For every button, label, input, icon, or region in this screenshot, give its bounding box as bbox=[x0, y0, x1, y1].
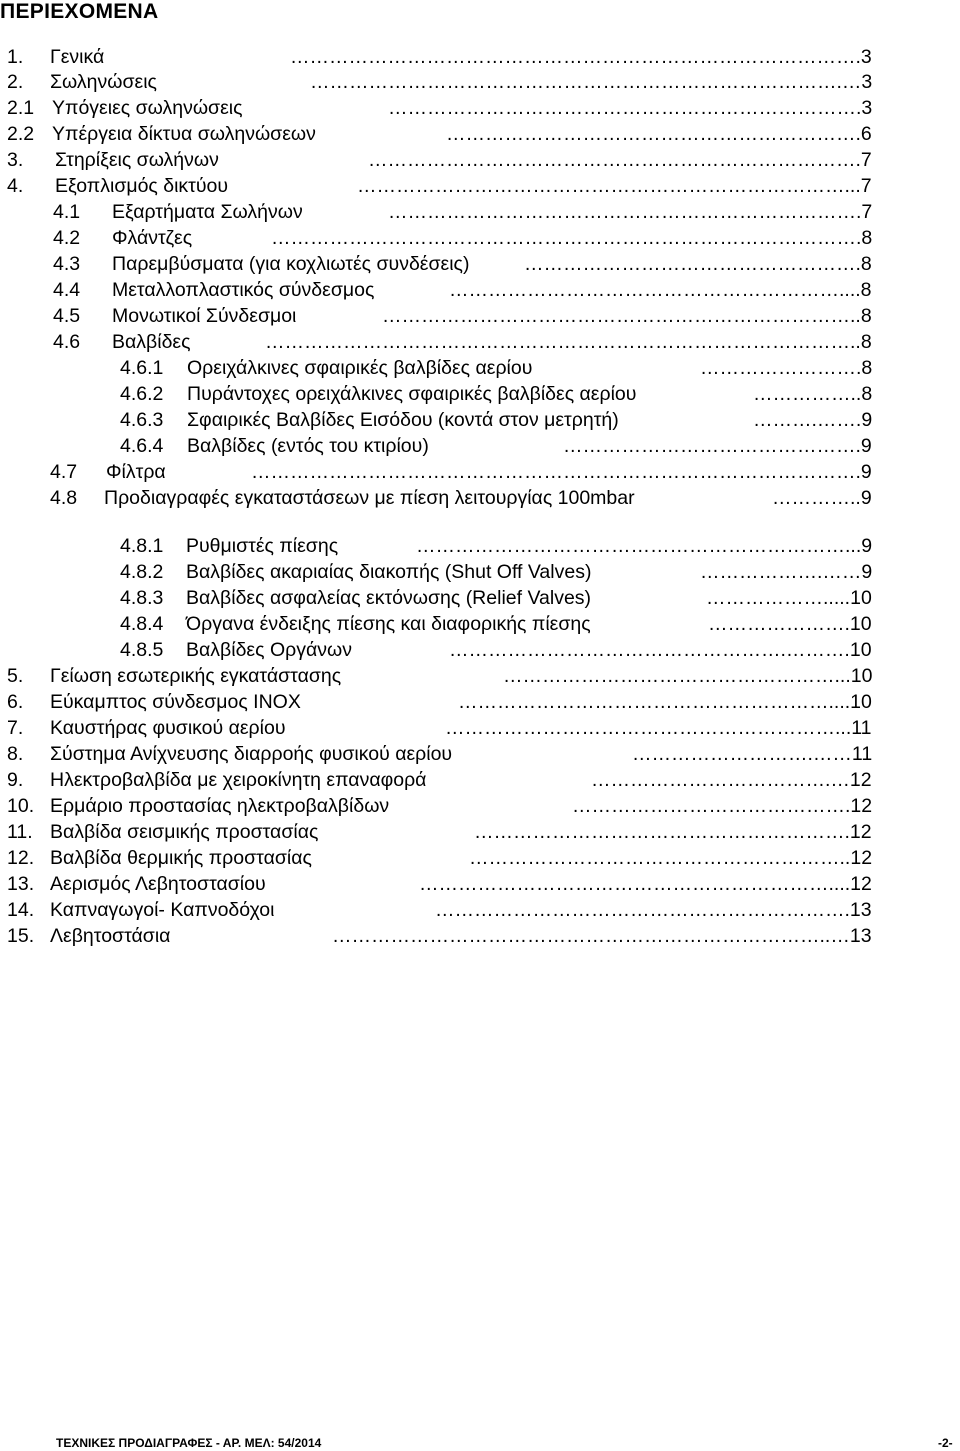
toc-entry[interactable] bbox=[0, 742, 960, 766]
toc-entry-number: 9. bbox=[7, 769, 24, 791]
toc-entry-number: 4.8 bbox=[50, 487, 78, 509]
toc-entry-number: 4.6.1 bbox=[120, 357, 164, 379]
toc-entry-label: Καυστήρας φυσικού αερίου bbox=[50, 717, 286, 739]
toc-entry-page: 9 bbox=[860, 487, 872, 509]
toc-entry[interactable] bbox=[0, 45, 960, 69]
toc-entry-leader-and-page bbox=[700, 356, 872, 380]
toc-entry-page: 3 bbox=[860, 46, 872, 68]
toc-entry-leader: …………………………………………………. bbox=[474, 821, 850, 843]
toc-entry-leader: ………………………………………………………………. bbox=[388, 97, 862, 119]
toc-entry-leader-and-page bbox=[706, 586, 872, 610]
toc-entry[interactable] bbox=[0, 872, 960, 896]
toc-entry[interactable] bbox=[0, 434, 960, 458]
footer-text: ΤΕΧΝΙΚΕΣ ΠΡΟΔΙΑΓΡΑΦΕΣ - ΑΡ. ΜΕΛ: 54/2014 bbox=[56, 1436, 322, 1450]
toc-entry-leader-and-page bbox=[416, 534, 872, 558]
toc-entry-leader: ………………………………………………….. bbox=[469, 847, 851, 869]
toc-entry[interactable] bbox=[0, 612, 960, 636]
toc-entry-number: 6. bbox=[7, 691, 24, 713]
page-title: ΠΕΡΙΕΧΟΜΕΝΑ bbox=[0, 0, 159, 23]
toc-entry-page: 8 bbox=[860, 305, 872, 327]
toc-entry-leader: …………………………………………………………... bbox=[416, 535, 862, 557]
toc-entry-leader-and-page bbox=[445, 716, 872, 740]
toc-entry[interactable] bbox=[0, 382, 960, 406]
toc-entry[interactable] bbox=[0, 768, 960, 792]
toc-entry-leader-and-page bbox=[700, 560, 872, 584]
toc-entry[interactable] bbox=[0, 690, 960, 714]
toc-entry-number: 15. bbox=[7, 925, 35, 947]
toc-entry-leader-and-page bbox=[332, 924, 872, 948]
toc-entry-leader-and-page bbox=[368, 148, 872, 172]
toc-entry-leader: ……………….…… bbox=[700, 561, 862, 583]
toc-entry-leader-and-page bbox=[572, 794, 872, 818]
toc-entry-leader: ………….. bbox=[772, 487, 861, 509]
toc-entry-label: Βαλβίδα θερμικής προστασίας bbox=[50, 847, 312, 869]
toc-entry[interactable] bbox=[0, 898, 960, 922]
toc-entry[interactable] bbox=[0, 534, 960, 558]
toc-entry-label: Ορειχάλκινες σφαιρικές βαλβίδες αερίου bbox=[187, 357, 533, 379]
toc-entry-leader: …………………. bbox=[708, 613, 850, 635]
toc-entry-label: Σφαιρικές Βαλβίδες Εισόδου (κοντά στον μετρητή) bbox=[187, 409, 619, 431]
toc-entry-leader-and-page bbox=[469, 846, 872, 870]
toc-entry-page: 7 bbox=[861, 201, 873, 223]
toc-entry-page: 8 bbox=[860, 253, 872, 275]
toc-entry-label: Ρυθμιστές πίεσης bbox=[186, 535, 339, 557]
toc-entry-page: 3 bbox=[861, 97, 873, 119]
toc-entry-label: Γενικά bbox=[50, 46, 105, 68]
toc-entry-leader: …………………………………………………………………... bbox=[357, 175, 861, 197]
toc-entry[interactable] bbox=[0, 148, 960, 172]
toc-entry-leader: ………………………………………………………. bbox=[435, 899, 850, 921]
toc-entry-leader: ……………………………………………………………………………….. bbox=[265, 331, 861, 353]
toc-entry-leader: ……………………………………………………... bbox=[445, 717, 852, 739]
toc-entry-leader-and-page bbox=[446, 122, 872, 146]
toc-entry-number: 1. bbox=[7, 46, 24, 68]
toc-entry-leader: …………………………………………………….... bbox=[449, 279, 861, 301]
toc-entry-leader-and-page bbox=[474, 820, 872, 844]
toc-entry-leader: …………………………………………….………. bbox=[449, 639, 850, 661]
toc-entry-number: 4.6.2 bbox=[120, 383, 164, 405]
toc-entry-number: 4.2 bbox=[53, 227, 81, 249]
toc-entry-label: Ερμάριο προστασίας ηλεκτροβαλβίδων bbox=[50, 795, 390, 817]
toc-entry-page: 10 bbox=[850, 665, 873, 687]
toc-entry-number: 4. bbox=[7, 175, 24, 197]
toc-entry-label: Σύστημα Ανίχνευσης διαρροής φυσικού αερίου bbox=[50, 743, 453, 765]
toc-entry-number: 4.8.3 bbox=[120, 587, 164, 609]
toc-entry-label: Λεβητοστάσια bbox=[50, 925, 171, 947]
toc-entry-number: 4.8.2 bbox=[120, 561, 164, 583]
toc-entry-label: Υπέργεια δίκτυα σωληνώσεων bbox=[52, 123, 316, 145]
toc-entry-label: Βαλβίδες ακαριαίας διακοπής (Shut Off Valves) bbox=[186, 561, 592, 583]
toc-entry-leader-and-page bbox=[503, 664, 872, 688]
toc-entry-leader: …………………………………………………………………..… bbox=[332, 925, 850, 947]
toc-entry-leader-and-page bbox=[449, 638, 872, 662]
toc-entry-leader: …………….. bbox=[753, 383, 862, 405]
toc-entry[interactable] bbox=[0, 664, 960, 688]
toc-entry-leader: ………………………………………. bbox=[563, 435, 861, 457]
toc-entry-page: 9 bbox=[861, 535, 873, 557]
toc-entry-page: 8 bbox=[861, 227, 873, 249]
toc-entry-page: 12 bbox=[850, 847, 873, 869]
toc-entry-leader-and-page bbox=[290, 45, 872, 69]
toc-entry-leader-and-page bbox=[708, 612, 872, 636]
toc-entry-label: Φλάντζες bbox=[112, 227, 193, 249]
toc-entry-page: 12 bbox=[849, 821, 872, 843]
toc-entry-label: Υπόγειες σωληνώσεις bbox=[52, 97, 243, 119]
toc-entry-leader: ……………………………………………………………….. bbox=[382, 305, 861, 327]
toc-entry-leader: …………………………………………………………………. bbox=[368, 149, 861, 171]
toc-entry-leader-and-page bbox=[753, 408, 872, 432]
toc-entry-label: Βαλβίδες bbox=[112, 331, 191, 353]
toc-entry-number: 4.4 bbox=[53, 279, 81, 301]
toc-entry[interactable] bbox=[0, 174, 960, 198]
toc-entry-number: 4.1 bbox=[53, 201, 81, 223]
toc-entry-number: 4.6.4 bbox=[120, 435, 164, 457]
toc-entry-page: 12 bbox=[850, 873, 872, 895]
toc-entry-leader-and-page bbox=[271, 226, 872, 250]
toc-entry-number: 2.2 bbox=[7, 123, 35, 145]
toc-entry-leader-and-page bbox=[388, 96, 872, 120]
toc-entry-leader-and-page bbox=[419, 872, 872, 896]
toc-entry-leader-and-page bbox=[591, 768, 872, 792]
toc-entry[interactable] bbox=[0, 122, 960, 146]
toc-entry[interactable] bbox=[0, 716, 960, 740]
toc-entry-number: 12. bbox=[7, 847, 35, 869]
toc-entry-leader: ……………………. bbox=[700, 357, 862, 379]
toc-entry-label: Γείωση εσωτερικής εγκατάστασης bbox=[50, 665, 342, 687]
toc-entry-label: Παρεμβύσματα (για κοχλιωτές συνδέσεις) bbox=[112, 253, 470, 275]
toc-entry[interactable] bbox=[0, 560, 960, 584]
toc-entry-label: Εύκαμπτος σύνδεσμος ΙΝΟΧ bbox=[50, 691, 301, 713]
toc-entry-label: Σωληνώσεις bbox=[50, 71, 157, 93]
toc-entry-leader: ……………………………………………………….... bbox=[419, 873, 851, 895]
toc-entry-label: Προδιαγραφές εγκαταστάσεων με πίεση λειτουργίας 100mbar bbox=[104, 487, 635, 509]
toc-entry-label: Ηλεκτροβαλβίδα με χειροκίνητη επαναφορά bbox=[50, 769, 427, 791]
toc-entry-leader: ……….……. bbox=[753, 409, 862, 431]
toc-entry-leader: ……………………………………………………………………….… bbox=[310, 71, 862, 93]
toc-entry[interactable] bbox=[0, 226, 960, 250]
toc-entry-leader-and-page bbox=[310, 70, 872, 94]
toc-entry-page: 13 bbox=[849, 925, 872, 947]
toc-entry[interactable] bbox=[0, 278, 960, 302]
toc-entry-number: 8. bbox=[7, 743, 24, 765]
toc-entry-page: 3 bbox=[861, 71, 873, 93]
toc-entry[interactable] bbox=[0, 304, 960, 328]
toc-entry-page: 9 bbox=[860, 461, 872, 483]
toc-entry-number: 4.8.1 bbox=[120, 535, 164, 557]
toc-entry-number: 14. bbox=[7, 899, 35, 921]
toc-entry-leader: ……………………………….… bbox=[591, 769, 850, 791]
toc-entry-label: Στηρίξεις σωλήνων bbox=[55, 149, 219, 171]
toc-entry-leader: ……………………………………. bbox=[572, 795, 851, 817]
toc-entry-page: 7 bbox=[860, 149, 872, 171]
toc-entry-number: 4.8.4 bbox=[120, 613, 164, 635]
toc-entry-leader: ……………………………………………………………………………. bbox=[290, 46, 861, 68]
toc-entry-leader-and-page bbox=[382, 304, 872, 328]
toc-entry-number: 4.6 bbox=[53, 331, 81, 353]
toc-entry-number: 4.7 bbox=[50, 461, 78, 483]
toc-entry-number: 11. bbox=[7, 821, 33, 843]
toc-entry-label: Πυράντοχες ορειχάλκινες σφαιρικές βαλβίδες αερίου bbox=[187, 383, 637, 405]
toc-entry[interactable] bbox=[0, 70, 960, 94]
toc-entry-page: 9 bbox=[860, 435, 872, 457]
toc-entry-leader-and-page bbox=[435, 898, 872, 922]
toc-entry-leader-and-page bbox=[357, 174, 872, 198]
toc-entry-leader: ……………………………………………... bbox=[503, 665, 851, 687]
toc-entry-page: 8 bbox=[861, 383, 873, 405]
toc-entry-label: Βαλβίδες ασφαλείας εκτόνωσης (Relief Valves) bbox=[186, 587, 592, 609]
toc-entry-leader-and-page bbox=[458, 690, 872, 714]
toc-entry-label: Μονωτικοί Σύνδεσμοι bbox=[112, 305, 297, 327]
toc-entry-number: 4.6.3 bbox=[120, 409, 164, 431]
toc-entry-label: Εξοπλισμός δικτύου bbox=[55, 175, 229, 197]
toc-entry-page: 9 bbox=[861, 561, 873, 583]
toc-entry-label: Φίλτρα bbox=[106, 461, 166, 483]
toc-entry[interactable] bbox=[0, 252, 960, 276]
toc-entry[interactable] bbox=[0, 638, 960, 662]
toc-entry[interactable] bbox=[0, 794, 960, 818]
toc-entry-label: Βαλβίδες (εντός του κτιρίου) bbox=[187, 435, 429, 457]
toc-entry-page: 9 bbox=[861, 409, 873, 431]
toc-entry-page: 13 bbox=[849, 899, 872, 921]
toc-entry-page: 10 bbox=[849, 613, 872, 635]
toc-entry-number: 7. bbox=[7, 717, 24, 739]
toc-entry-number: 2. bbox=[7, 71, 24, 93]
toc-entry[interactable] bbox=[0, 200, 960, 224]
toc-entry[interactable] bbox=[0, 408, 960, 432]
toc-entry-label: Βαλβίδες Οργάνων bbox=[186, 639, 352, 661]
toc-entry-leader: ………………………………………………….... bbox=[458, 691, 851, 713]
toc-entry-number: 13. bbox=[7, 873, 35, 895]
toc-entry-page: 11 bbox=[851, 717, 872, 739]
toc-entry-page: 8 bbox=[861, 357, 873, 379]
toc-entry[interactable] bbox=[0, 846, 960, 870]
toc-entry-leader-and-page bbox=[563, 434, 872, 458]
toc-entry-leader-and-page bbox=[388, 200, 872, 224]
toc-entry-label: Εξαρτήματα Σωλήνων bbox=[112, 201, 303, 223]
toc-entry[interactable] bbox=[0, 356, 960, 380]
toc-entry-label: Αερισμός Λεβητοστασίου bbox=[50, 873, 266, 895]
toc-entry[interactable] bbox=[0, 820, 960, 844]
toc-entry-leader: ……………………………………………. bbox=[524, 253, 861, 275]
toc-entry-leader-and-page bbox=[265, 330, 872, 354]
toc-entry-number: 2.1 bbox=[7, 97, 35, 119]
toc-entry-leader-and-page bbox=[772, 486, 872, 510]
footer-page-number: -2- bbox=[938, 1436, 953, 1450]
toc-entry-leader-and-page bbox=[251, 460, 872, 484]
toc-entry-leader: ………………..... bbox=[706, 587, 851, 609]
toc-entry-leader: ……………………….…… bbox=[632, 743, 852, 765]
toc-entry-label: Όργανα ένδειξης πίεσης και διαφορικής πίεσης bbox=[186, 613, 591, 635]
toc-entry[interactable] bbox=[0, 924, 960, 948]
toc-entry-leader: ………………………………………………………. bbox=[446, 123, 861, 145]
toc-entry-number: 3. bbox=[7, 149, 24, 171]
toc-entry-page: 6 bbox=[860, 123, 872, 145]
toc-entry-page: 8 bbox=[860, 331, 872, 353]
toc-entry-leader-and-page bbox=[449, 278, 872, 302]
toc-entry[interactable] bbox=[0, 96, 960, 120]
toc-entry-page: 8 bbox=[860, 279, 872, 301]
toc-entry-page: 7 bbox=[860, 175, 872, 197]
toc-entry[interactable] bbox=[0, 330, 960, 354]
toc-entry-number: 4.5 bbox=[53, 305, 81, 327]
toc-entry-page: 10 bbox=[849, 639, 872, 661]
toc-entry[interactable] bbox=[0, 486, 960, 510]
toc-entry-label: Βαλβίδα σεισμικής προστασίας bbox=[50, 821, 319, 843]
toc-entry-page: 12 bbox=[850, 795, 873, 817]
toc-entry-leader-and-page bbox=[632, 742, 872, 766]
toc-entry-number: 4.8.5 bbox=[120, 639, 164, 661]
toc-entry-label: Καπναγωγοί- Καπνοδόχοι bbox=[50, 899, 275, 921]
toc-entry[interactable] bbox=[0, 586, 960, 610]
toc-entry-leader-and-page bbox=[524, 252, 872, 276]
toc-entry-page: 10 bbox=[850, 691, 872, 713]
toc-entry-leader: ………………………………………………………………. bbox=[388, 201, 862, 223]
toc-entry-number: 10. bbox=[7, 795, 35, 817]
toc-entry-page: 12 bbox=[849, 769, 872, 791]
toc-entry-number: 4.3 bbox=[53, 253, 81, 275]
toc-entry-page: 10 bbox=[850, 587, 872, 609]
toc-entry[interactable] bbox=[0, 460, 960, 484]
toc-entry-page: 11 bbox=[851, 743, 873, 765]
toc-entry-label: Μεταλλοπλαστικός σύνδεσμος bbox=[112, 279, 375, 301]
toc-entry-number: 5. bbox=[7, 665, 24, 687]
toc-entry-leader: …………………………………………………………………………………. bbox=[251, 461, 861, 483]
toc-entry-leader-and-page bbox=[753, 382, 872, 406]
toc-entry-leader: ………………………………………………………………………………. bbox=[271, 227, 862, 249]
